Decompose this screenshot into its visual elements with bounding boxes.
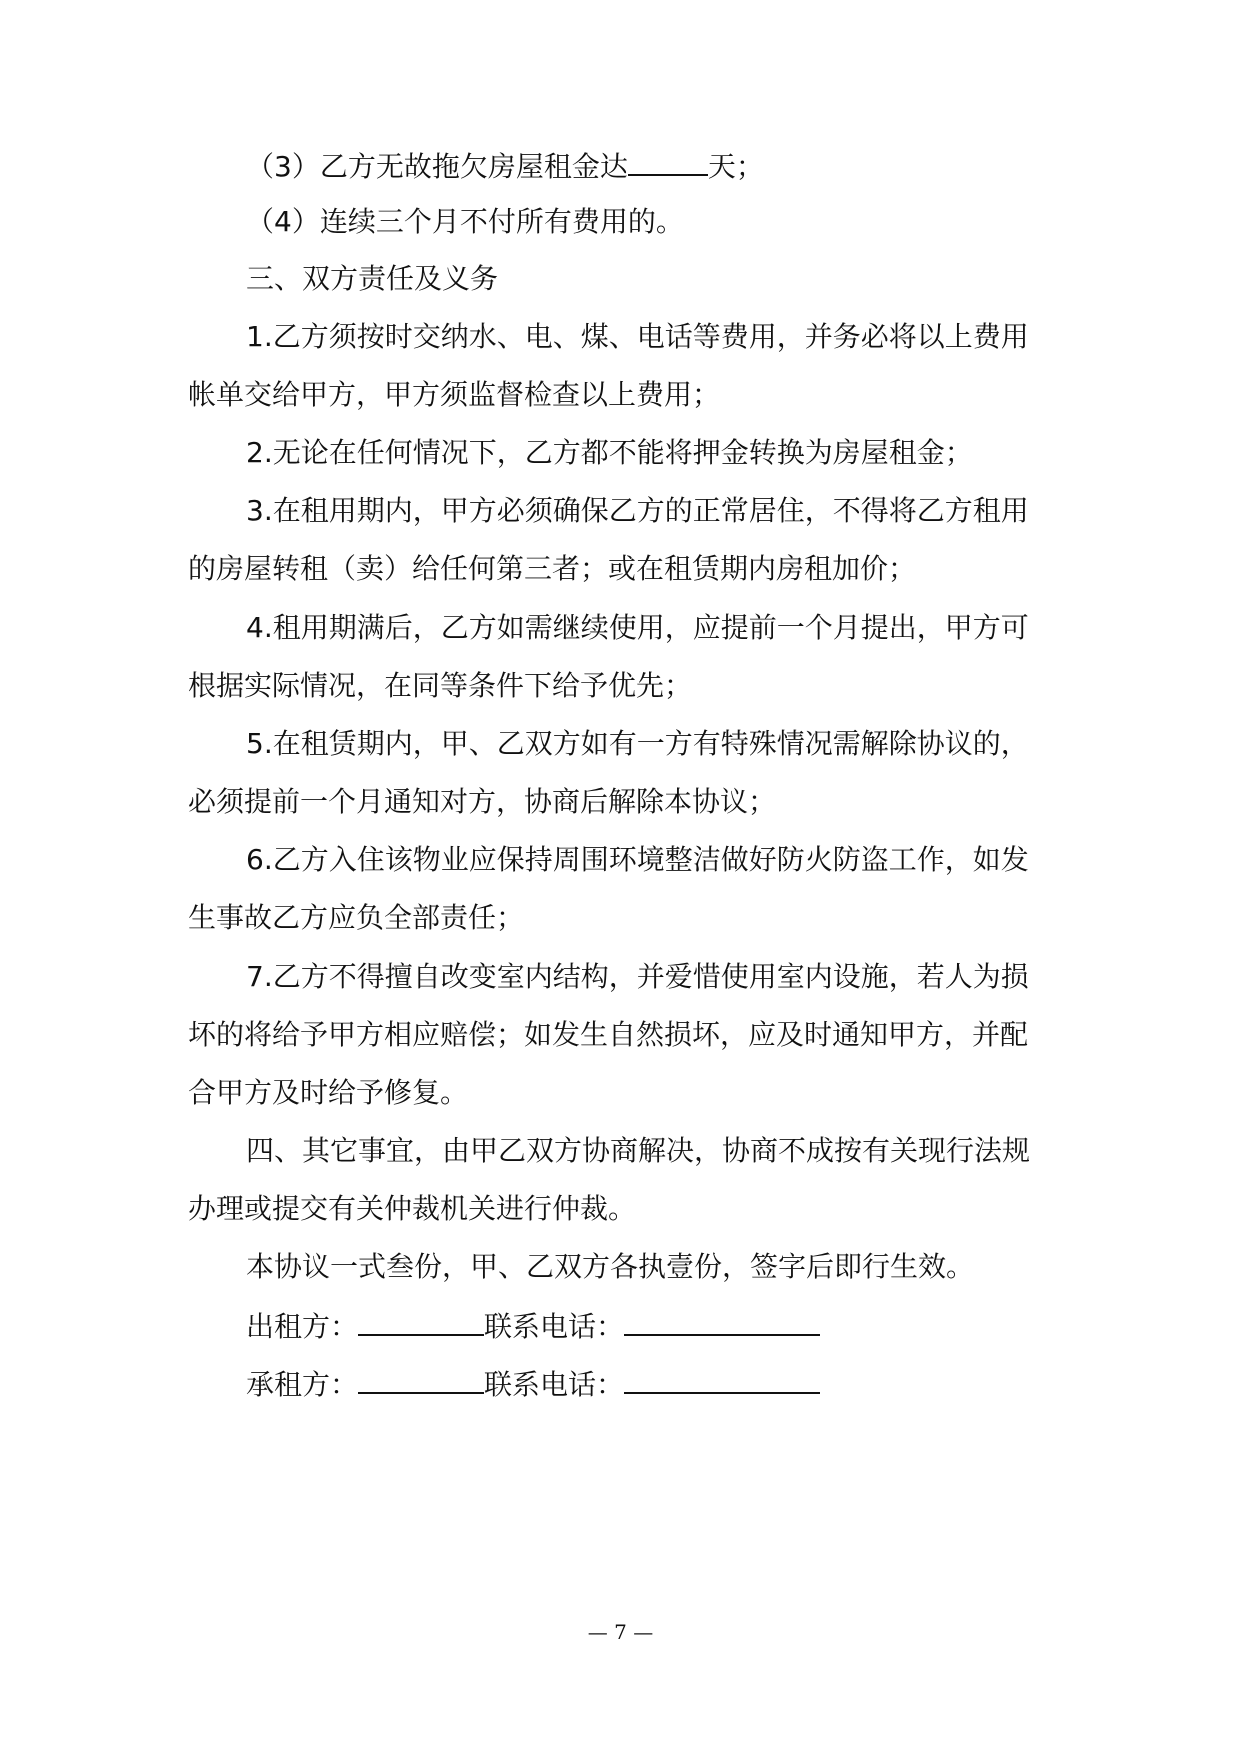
paragraph-effectiveness: 本协议一式叁份，甲、乙双方各执壹份，签字后即行生效。 bbox=[246, 1250, 975, 1283]
text: （3）乙方无故拖欠房屋租金达 bbox=[246, 150, 628, 183]
paragraph-item-1-line-2: 帐单交给甲方，甲方须监督检查以上费用； bbox=[188, 378, 721, 411]
paragraph-item-7-line-3: 合甲方及时给予修复。 bbox=[188, 1076, 469, 1109]
paragraph-section-4-line-1: 四、其它事宜，由甲乙双方协商解决，协商不成按有关现行法规 bbox=[246, 1134, 1031, 1167]
signature-line-lessor bbox=[246, 1308, 1126, 1344]
paragraph-item-5-line-2: 必须提前一个月通知对方，协商后解除本协议； bbox=[188, 785, 777, 818]
paragraph-item-3-line-1: 3.在租用期内，甲方必须确保乙方的正常居住，不得将乙方租用 bbox=[246, 494, 1029, 527]
paragraph-item-2: 2.无论在任何情况下，乙方都不能将押金转换为房屋租金； bbox=[246, 436, 973, 469]
paragraph-section-4-line-2: 办理或提交有关仲裁机关进行仲裁。 bbox=[188, 1192, 637, 1225]
page-number: — 7 — bbox=[587, 1620, 654, 1644]
lessor-label: 出租方： bbox=[246, 1310, 359, 1343]
lessee-phone-blank bbox=[624, 1366, 820, 1394]
paragraph-clause-4: （4）连续三个月不付所有费用的。 bbox=[246, 205, 684, 238]
paragraph-item-3-line-2: 的房屋转租（卖）给任何第三者；或在租赁期内房租加价； bbox=[188, 552, 917, 585]
paragraph-item-6-line-1: 6.乙方入住该物业应保持周围环境整洁做好防火防盗工作，如发 bbox=[246, 843, 1029, 876]
paragraph-clause-3 bbox=[246, 148, 1126, 184]
section-heading-responsibilities: 三、双方责任及义务 bbox=[246, 262, 499, 295]
paragraph-item-7-line-2: 坏的将给予甲方相应赔偿；如发生自然损坏，应及时通知甲方，并配 bbox=[188, 1018, 1029, 1051]
paragraph-item-6-line-2: 生事故乙方应负全部责任； bbox=[188, 901, 525, 934]
lessor-phone-blank bbox=[624, 1308, 820, 1336]
lessee-label: 承租方： bbox=[246, 1368, 359, 1401]
phone-label: 联系电话： bbox=[484, 1310, 625, 1343]
phone-label: 联系电话： bbox=[484, 1368, 625, 1401]
lessor-name-blank bbox=[358, 1308, 484, 1336]
paragraph-item-4-line-1: 4.租用期满后，乙方如需继续使用，应提前一个月提出，甲方可 bbox=[246, 611, 1029, 644]
paragraph-item-1-line-1: 1.乙方须按时交纳水、电、煤、电话等费用，并务必将以上费用 bbox=[246, 320, 1029, 353]
lessee-name-blank bbox=[358, 1366, 484, 1394]
text: 天； bbox=[707, 150, 764, 183]
signature-line-lessee bbox=[246, 1366, 1126, 1402]
paragraph-item-7-line-1: 7.乙方不得擅自改变室内结构，并爱惜使用室内设施，若人为损 bbox=[246, 960, 1029, 993]
paragraph-item-5-line-1: 5.在租赁期内，甲、乙双方如有一方有特殊情况需解除协议的， bbox=[246, 727, 1029, 760]
paragraph-item-4-line-2: 根据实际情况，在同等条件下给予优先； bbox=[188, 669, 693, 702]
blank-line-days bbox=[628, 148, 708, 176]
